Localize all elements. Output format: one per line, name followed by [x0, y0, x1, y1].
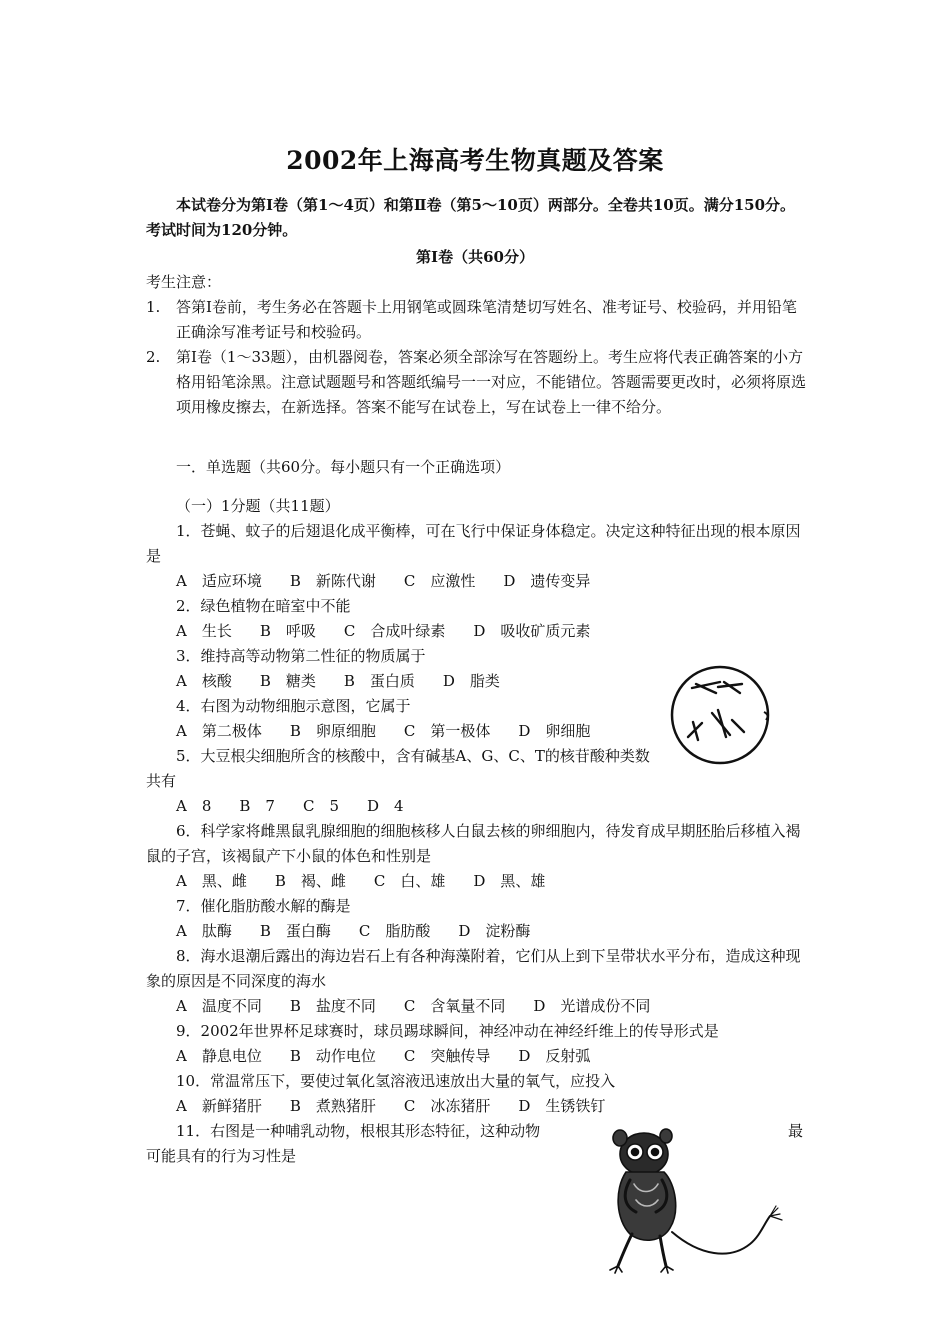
option: C 白、雄 — [373, 872, 446, 890]
part-heading: 一．单选题（共60分。每小题只有一个正确选项） — [176, 458, 511, 476]
option: C 合成叶绿素 — [343, 622, 446, 640]
question-options — [176, 869, 573, 894]
option: D 卵细胞 — [518, 722, 591, 740]
page-title: 2002年上海高考生物真题及答案 — [286, 146, 664, 175]
option: B 新陈代谢 — [289, 572, 376, 590]
option: D 黑、雄 — [473, 872, 546, 890]
option: B 动作电位 — [289, 1047, 376, 1065]
question-stem: 9．2002年世界杯足球赛时，球员踢球瞬间，神经冲动在神经纤维上的传导形式是 — [176, 1022, 719, 1040]
question-options — [176, 619, 618, 644]
option: D 淀粉酶 — [458, 922, 531, 940]
question-stem-continued: 可能具有的行为习性是 — [146, 1147, 297, 1165]
question-stem-tail: 最 — [788, 1122, 804, 1140]
exam-intro: 本试卷分为第Ⅰ卷（第1～4页）和第Ⅱ卷（第5～10页）两部分。全卷共10页。满分150分。考试时间为120分钟。 — [146, 196, 796, 239]
question-stem: 5．大豆根尖细胞所含的核酸中，含有碱基A、G、C、T的核苷酸种类数共有 — [146, 747, 650, 790]
option: C 脂肪酸 — [358, 922, 431, 940]
option: A 8 — [176, 797, 212, 815]
option: D 反射弧 — [518, 1047, 591, 1065]
question-stem: 7．催化脂肪酸水解的酶是 — [176, 897, 351, 915]
question-stem: 10．常温常压下，要使过氧化氢溶液迅速放出大量的氧气，应投入 — [176, 1072, 616, 1090]
option: C 应激性 — [403, 572, 476, 590]
question-options — [176, 1094, 633, 1119]
option: C 5 — [302, 797, 339, 815]
notice-label: 考生注意： — [146, 273, 222, 291]
option: A 核酸 — [176, 672, 232, 690]
question-options — [176, 919, 558, 944]
option: A 静息电位 — [176, 1047, 262, 1065]
question-stem: 2．绿色植物在暗室中不能 — [176, 597, 351, 615]
notice-number-1: 1. — [146, 298, 161, 316]
option: C 突触传导 — [403, 1047, 491, 1065]
section-heading: 第Ⅰ卷（共60分） — [416, 248, 534, 266]
option: C 含氧量不同 — [403, 997, 506, 1015]
question-options — [176, 994, 678, 1019]
option: D 光谱成份不同 — [533, 997, 651, 1015]
question-stem: 3．维持高等动物第二性征的物质属于 — [176, 647, 426, 665]
question-stem: 11．右图是一种哺乳动物，根根其形态特征，这种动物 — [176, 1122, 541, 1140]
option: D 脂类 — [442, 672, 500, 690]
question-options — [176, 794, 432, 819]
question-options — [176, 719, 618, 744]
question-options — [176, 669, 528, 694]
notice-text-1: 答第Ⅰ卷前，考生务必在答题卡上用钢笔或圆珠笔清楚切写姓名、准考证号、校验码，并用铅笔正确涂写准考证号和校验码。 — [176, 298, 797, 341]
question-stem: 4．右图为动物细胞示意图，它属于 — [176, 697, 411, 715]
option: A 新鲜猪肝 — [176, 1097, 262, 1115]
question-stem: 1．苍蝇、蚊子的后翅退化成平衡棒，可在飞行中保证身体稳定。决定这种特征出现的根本原因是 — [146, 522, 801, 565]
option: A 温度不同 — [176, 997, 262, 1015]
notice-text-2: 第Ⅰ卷（1～33题），由机器阅卷，答案必须全部涂写在答题纷上。考生应将代表正确答案的小方格用铅笔涂黑。注意试题题号和答题纸编号一一对应，不能错位。答题需要更改时，必须将原选项用橡皮擦去，在新选择。答案不能写在试卷上，写在试卷上一律不给分。 — [176, 348, 807, 416]
sub-heading: （一）1分题（共11题） — [176, 497, 340, 515]
option: B 7 — [239, 797, 275, 815]
option: B 糖类 — [259, 672, 316, 690]
notice-number-2: 2. — [146, 348, 161, 366]
question-options — [176, 1044, 618, 1069]
option: C 冰冻猪肝 — [403, 1097, 491, 1115]
option: D 遗传变异 — [503, 572, 591, 590]
option: B 蛋白质 — [343, 672, 415, 690]
option: D 4 — [367, 797, 404, 815]
option: B 呼吸 — [259, 622, 316, 640]
option: A 黑、雌 — [176, 872, 247, 890]
option: B 盐度不同 — [289, 997, 376, 1015]
mammal-illustration-figure — [600, 1120, 800, 1280]
option: B 煮熟猪肝 — [289, 1097, 376, 1115]
question-options — [176, 569, 618, 594]
option: D 吸收矿质元素 — [473, 622, 591, 640]
option: C 第一极体 — [403, 722, 491, 740]
cell-diagram-figure — [660, 660, 780, 770]
option: A 第二极体 — [176, 722, 262, 740]
question-stem: 8．海水退潮后露出的海边岩石上有各种海藻附着，它们从上到下呈带状水平分布，造成这种现象的原因是不同深度的海水 — [146, 947, 801, 990]
option: D 生锈铁钉 — [518, 1097, 606, 1115]
option: B 卵原细胞 — [289, 722, 376, 740]
question-stem: 6．科学家将雌黑鼠乳腺细胞的细胞核移人白鼠去核的卵细胞内，待发育成早期胚胎后移植入褐鼠的子宫，该褐鼠产下小鼠的体色和性别是 — [146, 822, 801, 865]
option: B 蛋白酶 — [259, 922, 331, 940]
option: A 适应环境 — [176, 572, 262, 590]
option: A 生长 — [176, 622, 232, 640]
option: A 肽酶 — [176, 922, 232, 940]
option: B 褐、雌 — [274, 872, 346, 890]
